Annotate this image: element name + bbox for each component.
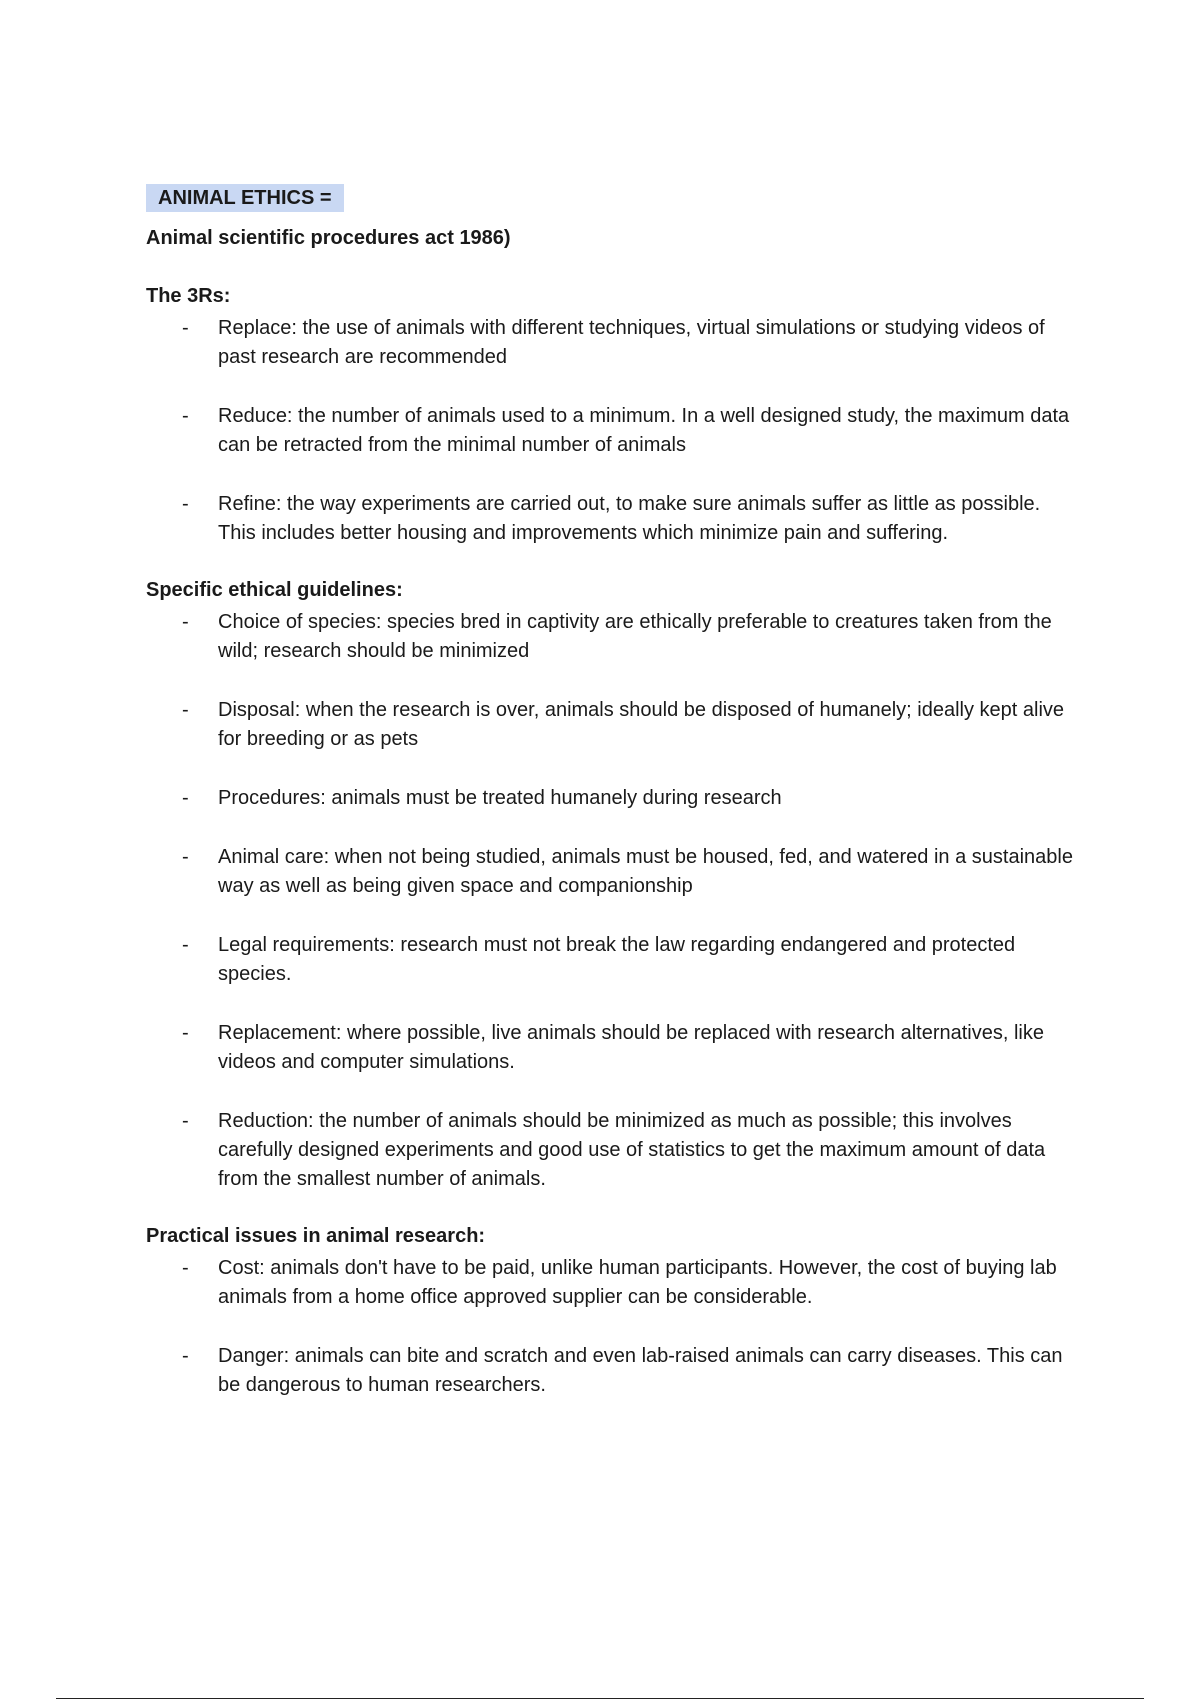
list-item-text: Replacement: where possible, live animals should be replaced with research alternatives, like videos and computer simulations. xyxy=(218,1022,1044,1073)
section-3rs xyxy=(146,284,1076,548)
document-page xyxy=(146,184,1076,1430)
bullet-dash: - xyxy=(182,493,189,515)
bullet-dash: - xyxy=(182,405,189,427)
list-item-text: Choice of species: species bred in captivity are ethically preferable to creatures taken from the wild; research should be minimized xyxy=(218,611,1052,662)
bullet-dash: - xyxy=(182,699,189,721)
bullet-list xyxy=(146,314,1076,548)
list-item xyxy=(146,608,1076,666)
list-item-text: Refine: the way experiments are carried out, to make sure animals suffer as little as possible. This includes better housing and improvements which minimize pain and suffering. xyxy=(218,493,1041,544)
bullet-list xyxy=(146,1254,1076,1400)
list-item xyxy=(146,931,1076,989)
bullet-dash: - xyxy=(182,934,189,956)
list-item-text: Danger: animals can bite and scratch and even lab-raised animals can carry diseases. This can be dangerous to human researchers. xyxy=(218,1345,1063,1396)
bullet-dash: - xyxy=(182,317,189,339)
footer-divider xyxy=(56,1698,1144,1699)
list-item-text: Disposal: when the research is over, animals should be disposed of humanely; ideally kept alive for breeding or as pets xyxy=(218,699,1065,750)
list-item xyxy=(146,1107,1076,1194)
list-item xyxy=(146,490,1076,548)
list-item-text: Reduction: the number of animals should be minimized as much as possible; this involves carefully designed experiments and good use of statistics to get the maximum amount of data from the smallest number of animals. xyxy=(218,1110,1046,1190)
section-heading: Specific ethical guidelines: xyxy=(146,579,403,601)
list-item xyxy=(146,402,1076,460)
list-item xyxy=(146,784,1076,813)
section-heading: The 3Rs: xyxy=(146,285,231,307)
list-item-text: Legal requirements: research must not break the law regarding endangered and protected species. xyxy=(218,934,1016,985)
bullet-dash: - xyxy=(182,1110,189,1132)
list-item-text: Procedures: animals must be treated humanely during research xyxy=(218,787,782,809)
section-ethical-guidelines xyxy=(146,578,1076,1194)
bullet-dash: - xyxy=(182,846,189,868)
list-item xyxy=(146,1342,1076,1400)
title-wrap xyxy=(146,184,1076,220)
list-item-text: Cost: animals don't have to be paid, unlike human participants. However, the cost of buying lab animals from a home office approved supplier can be considerable. xyxy=(218,1257,1057,1308)
list-item-text: Animal care: when not being studied, animals must be housed, fed, and watered in a sustainable way as well as being given space and companionship xyxy=(218,846,1073,897)
bullet-dash: - xyxy=(182,1345,189,1367)
document-title: ANIMAL ETHICS = xyxy=(146,184,344,212)
list-item-text: Replace: the use of animals with different techniques, virtual simulations or studying videos of past research are recommended xyxy=(218,317,1045,368)
section-heading: Practical issues in animal research: xyxy=(146,1225,486,1247)
bullet-dash: - xyxy=(182,611,189,633)
list-item xyxy=(146,696,1076,754)
list-item xyxy=(146,1254,1076,1312)
bullet-dash: - xyxy=(182,787,189,809)
list-item xyxy=(146,843,1076,901)
list-item xyxy=(146,314,1076,372)
section-practical-issues xyxy=(146,1224,1076,1400)
list-item xyxy=(146,1019,1076,1077)
list-item-text: Reduce: the number of animals used to a minimum. In a well designed study, the maximum data can be retracted from the minimal number of animals xyxy=(218,405,1070,456)
bullet-dash: - xyxy=(182,1022,189,1044)
bullet-list xyxy=(146,608,1076,1194)
document-subtitle: Animal scientific procedures act 1986) xyxy=(146,227,511,249)
bullet-dash: - xyxy=(182,1257,189,1279)
